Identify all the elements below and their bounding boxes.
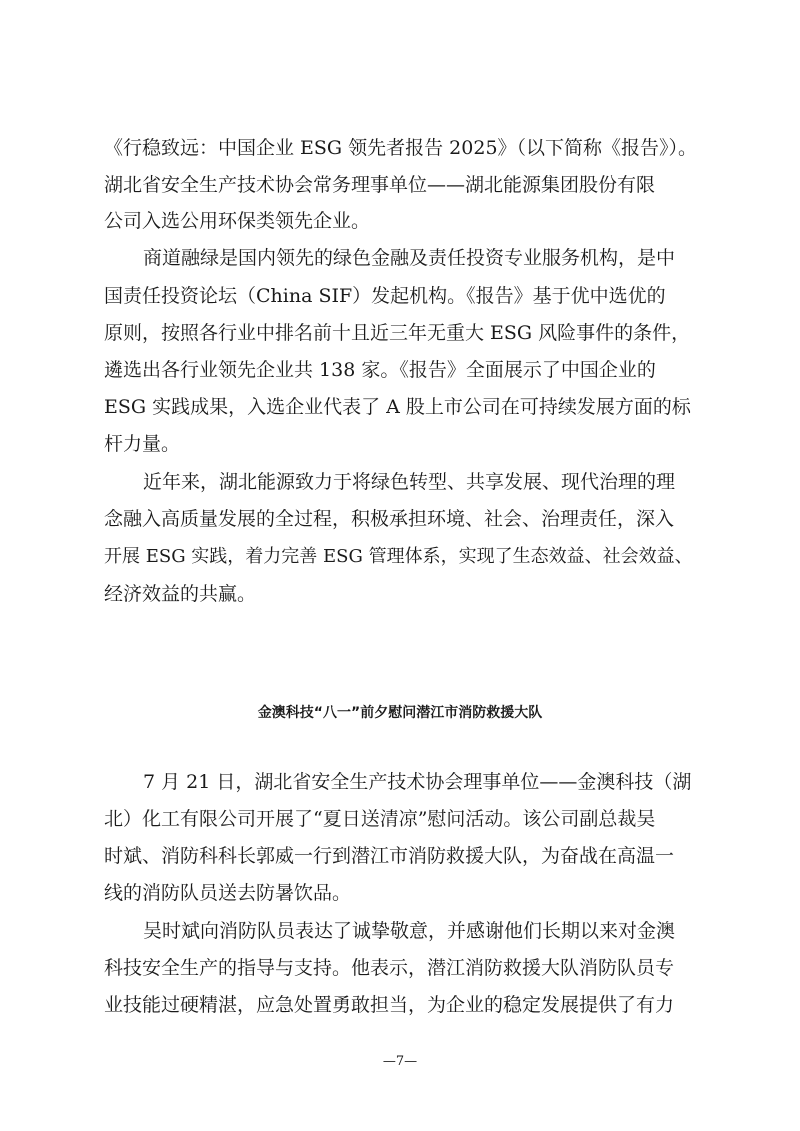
article2-line-5: 吴时斌向消防队员表达了诚挚敬意，并感谢他们长期以来对金澳 <box>143 920 676 942</box>
article1-line-10: 近年来，湖北能源致力于将绿色转型、共享发展、现代治理的理 <box>143 471 676 493</box>
article1-line-12: 开展 ESG 实践，着力完善 ESG 管理体系，实现了生态效益、社会效益、 <box>104 546 693 567</box>
article1-line-1: 《行稳致远：中国企业 ESG 领先者报告 2025》（以下简称《报告》）。 <box>104 137 698 159</box>
article1-line-8: ESG 实践成果，入选企业代表了 A 股上市公司在可持续发展方面的标 <box>104 396 691 418</box>
article2-title: 金澳科技“八一”前夕慰问潜江市消防救援大队 <box>257 705 543 721</box>
article1-line-5: 国责任投资论坛（China SIF）发起机构。《报告》基于优中选优的 <box>104 285 666 307</box>
article2-line-3: 时斌、消防科科长郭威一行到潜江市消防救援大队，为奋战在高温一 <box>104 845 675 867</box>
article1-line-3: 公司入选公用环保类领先企业。 <box>104 210 371 232</box>
article1-line-4: 商道融绿是国内领先的绿色金融及责任投资专业服务机构，是中 <box>143 247 676 269</box>
article2-line-2: 北）化工有限公司开展了“夏日送清凉”慰问活动。该公司副总裁吴 <box>104 808 656 830</box>
page-number: —7— <box>382 1054 418 1069</box>
article2-line-6: 科技安全生产的指导与支持。他表示，潜江消防救援大队消防队员专 <box>104 957 675 979</box>
article1-line-9: 杆力量。 <box>104 433 181 455</box>
article1-line-13: 经济效益的共赢。 <box>104 583 257 605</box>
article1-line-7: 遴选出各行业领先企业共 138 家。《报告》全面展示了中国企业的 <box>104 359 656 381</box>
article1-line-6: 原则，按照各行业中排名前十且近三年无重大 ESG 风险事件的条件， <box>104 322 691 344</box>
article2-line-4: 线的消防队员送去防暑饮品。 <box>104 882 352 904</box>
article2-line-1: 7 月 21 日，湖北省安全生产技术协会理事单位——金澳科技（湖 <box>143 771 692 793</box>
article1-line-11: 念融入高质量发展的全过程，积极承担环境、社会、治理责任，深入 <box>104 508 675 530</box>
article1-line-2: 湖北省安全生产技术协会常务理事单位——湖北能源集团股份有限 <box>104 174 656 196</box>
article2-line-7: 业技能过硬精湛，应急处置勇敢担当，为企业的稳定发展提供了有力 <box>104 994 675 1016</box>
